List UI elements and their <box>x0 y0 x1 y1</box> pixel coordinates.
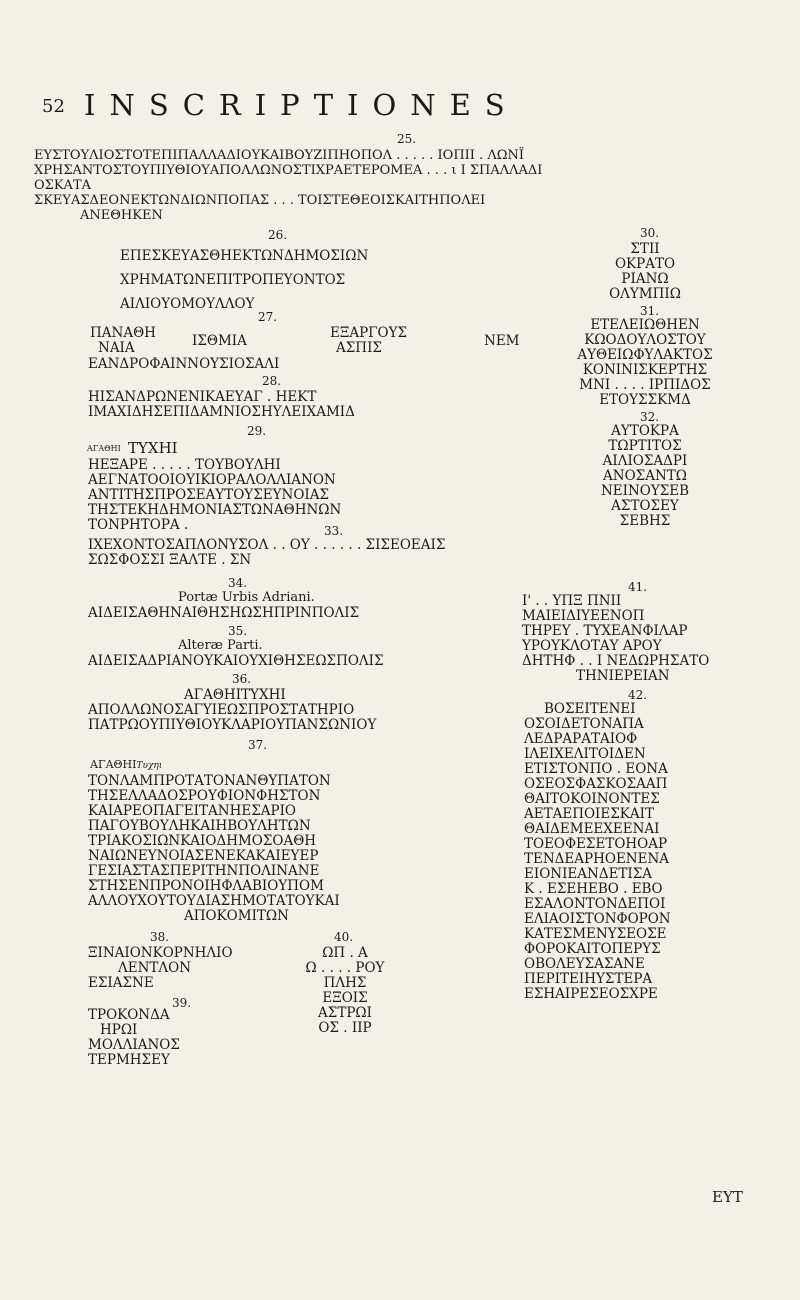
inscription-28 <box>88 390 355 420</box>
inscription-37 <box>88 774 340 924</box>
text-line: ΜΝΙ . . . . ΙΡΠΙΔΟΣ <box>579 377 711 393</box>
text-line: ΟΣΚΑΤΑ <box>34 178 92 193</box>
text-line: ΤΗΣΤΕΚΗΔΗΜΟΝΙΑΣΤΩΝΑΘΗΝΩΝ <box>88 502 342 518</box>
text-line: ΑΠΟΚΟΜΙΤΩΝ <box>184 908 289 924</box>
text-line: ΙΛΕΙΧΕΛΙΤΟΙΔΕΝ <box>524 746 646 762</box>
text-line: ΑΙΛΙΟΥΟΜΟΥΛΛΟΥ <box>120 296 255 312</box>
text-line: ΕΣΗΑΙΡΕΣΕΟΣΧΡΕ <box>524 986 658 1002</box>
text-line: ΟΣ . ΙΙΡ <box>318 1020 372 1036</box>
text-line: ΠΑΓΟΥΒΟΥΛΗΚΑΙΗΒΟΥΛΗΤΩΝ <box>88 818 311 834</box>
inscription-38 <box>88 946 233 991</box>
text-line: Ω . . . . ΡΟΥ <box>305 960 385 976</box>
inscription-42-number: 42. <box>628 688 648 702</box>
text-line: ΤΟΝΡΗΤΟΡΑ . <box>88 517 189 533</box>
inscription-41-number: 41. <box>628 580 648 594</box>
text-line: ΘΑΙΔΕΜΕΕΧΕΕΝΑΙ <box>524 821 660 837</box>
text-line: Ι' . . ΥΠΞ ΠΝΙΙ <box>522 593 622 609</box>
inscription-30 <box>560 242 730 302</box>
text-line: ΟΒΟΛΕΥΣΑΣΑΝΕ <box>524 956 645 972</box>
inscription-35-caption: Alteræ Parti. <box>178 638 263 653</box>
tag-cursive: Τυχηι <box>136 761 163 771</box>
text-line: ΕΤΕΛΕΙΩΘΗΕΝ <box>590 317 700 333</box>
text-line: ΑΣΤΟΣΕΥ <box>611 498 679 514</box>
text-line: ΚΩΟΔΟΥΛΟΣΤΟΥ <box>584 332 706 348</box>
inscription-33-number: 33. <box>324 524 344 538</box>
text-line: ΥΡΟΥΚΛΟΤΑΥ ΑΡΟΥ <box>522 638 662 654</box>
inscription-34: ΑΙΔΕΙΣΑΘΗΝΑΙΘΗΣΗΩΣΗΠΡΙΝΠΟΛΙΣ <box>88 605 360 621</box>
text-line: ΚΑΤΕΣΜΕΝΥΣΕΟΣΕ <box>524 926 667 942</box>
text-line: ΕΛΙΑΟΙΣΤΟΝΦΟΡΟΝ <box>524 911 671 927</box>
text-line: ΙΜΑΧΙΔΗΣΕΠΙΔΑΜΝΙΟΣΗΥΛΕΙΧΑΜΙΔ <box>88 404 355 420</box>
text-line: ΑΝΕΘΗΚΕΝ <box>80 208 163 223</box>
inscription-41 <box>522 594 709 684</box>
text-line: ΑΝΟΣΑΝΤΩ <box>603 468 687 484</box>
text-line: ΣΤΙΙ <box>630 241 660 257</box>
text-line: ΤΟΝΛΑΜΠΡΟΤΑΤΟΝΑΝΘΥΠΑΤΟΝ <box>88 773 331 789</box>
inscription-34-caption: Portæ Urbis Adriani. <box>178 590 315 605</box>
inscription-40 <box>270 946 420 1036</box>
text-line: ΤΗΝΙΕΡΕΙΑΝ <box>576 668 670 684</box>
page-title: INSCRIPTIONES <box>84 88 519 122</box>
inscription-25-number: 25. <box>397 132 417 146</box>
text-line: ΤΡΙΑΚΟΣΙΩΝΚΑΙΟΔΗΜΟΣΟΑΘΗ <box>88 833 317 849</box>
text-line: ΤΗΣΕΛΛΑΔΟΣΡΟΥΦΙΟΝΦΗΣΤΟΝ <box>88 788 321 804</box>
page-number: 52 <box>42 96 65 117</box>
inscription-29-tag: ΑΓΑΘΗΙ <box>87 444 121 453</box>
text-line: ΑΓΑΘΗΙΤΥΧΗΙ <box>184 687 286 703</box>
text-line: ΠΑΝΑΘΗ <box>90 325 156 341</box>
inscription-26-number: 26. <box>268 228 288 242</box>
text-line: ΕΤΟΥΣΣΚΜΔ <box>599 392 691 408</box>
inscription-27-tail: ΕΑΝΔΡΟΦΑΙΝΝΟΥΣΙΟΣΑΛΙ <box>88 356 280 372</box>
text-line: ΝΑΙΩΝΕΥΝΟΙΑΣΕΝΕΚΑΚΑΙΕΥΕΡ <box>88 848 319 864</box>
inscription-36-number: 36. <box>232 672 252 686</box>
text-line: ΑΣΠΙΣ <box>336 340 382 356</box>
text-line: ΗΙΣΑΝΔΡΩΝΕΝΙΚΑΕΥΑΓ . ΗΕΚΤ <box>88 389 317 405</box>
inscription-29 <box>88 458 341 533</box>
text-line: ΤΟΕΟΦΕΣΕΤΟΗΟΑΡ <box>524 836 668 852</box>
text-line: ΑΛΛΟΥΧΟΥΤΟΥΔΙΑΣΗΜΟΤΑΤΟΥΚΑΙ <box>88 893 340 909</box>
text-line: ΤΩΡΤΙΤΟΣ <box>608 438 682 454</box>
catchword: ΕΥΤ <box>712 1188 743 1206</box>
text-line: ΟΛΥΜΠΙΩ <box>609 286 681 302</box>
text-line: ΕΠΕΣΚΕΥΑΣΘΗΕΚΤΩΝΔΗΜΟΣΙΩΝ <box>120 248 369 264</box>
text-line: ΟΣΟΙΔΕΤΟΝΑΠΑ <box>524 716 644 732</box>
text-line: ΜΟΛΛΙΑΝΟΣ <box>88 1037 180 1053</box>
inscription-31 <box>530 318 760 408</box>
text-line: ΘΑΙΤΟΚΟΙΝΟΝΤΕΣ <box>524 791 660 807</box>
inscription-25 <box>34 148 542 223</box>
inscription-29-number: 29. <box>247 424 267 438</box>
text-line: ΙΧΕΧΟΝΤΟΣΑΠΛΟΝΥΣΟΛ . . ΟΥ . . . . . . ΣΙΣΕΟΕΑΙΣ <box>88 537 446 553</box>
text-line: ΛΕΔΡΑΡΑΤΑΙΟΦ <box>524 731 638 747</box>
text-line: ΗΡΩΙ <box>100 1022 138 1038</box>
inscription-39 <box>88 1008 180 1068</box>
text-line: ΤΡΟΚΟΝΔΑ <box>88 1007 170 1023</box>
text-line: ΕΣΑΛΟΝΤΟΝΔΕΠΟΙ <box>524 896 666 912</box>
text-line: ΚΟΝΙΝΙΣΚΕΡΤΗΣ <box>582 362 708 378</box>
inscription-27-left <box>90 326 156 356</box>
text-line: ΕΥΣΤΟΥΛΙΟΣΤΟΤΕΠΙΠΑΛΛΑΔΙΟΥΚΑΙΒΟΥΖΙΠΗΟΠΟΛ . . . . . ΙΟΠΙΙ . ΛΩΝΪ <box>34 148 525 163</box>
text-line: ΧΡΗΣΑΝΤΟΣΤΟΥΠΙΥΘΙΟΥΑΠΟΛΛΩΝΟΣΤΙΧΡΑΕΤΕΡΟΜΕΑ . . . ι Ι ΣΠΑΛΛΑΔΙ <box>34 163 543 178</box>
text-line: ΠΛΗΣ <box>323 975 367 991</box>
text-line: ΝΕΙΝΟΥΣΕΒ <box>600 483 690 499</box>
text-line: ΠΑΤΡΩΟΥΠΙΥΘΙΟΥΚΛΑΡΙΟΥΠΑΝΣΩΝΙΟΥ <box>88 717 377 733</box>
text-line: ΑΙΛΙΟΣΑΔΡΙ <box>602 453 688 469</box>
text-line: ΑΕΤΑΕΠΟΙΕΣΚΑΙΤ <box>524 806 654 822</box>
text-line: ΑΣΤΡΩΙ <box>318 1005 372 1021</box>
text-line: ΣΚΕΥΑΣΔΕΟΝΕΚΤΩΝΔΙΩΝΠΟΠΑΣ . . . ΤΟΙΣΤΕΘΕΟΙΣΚΑΙΤΗΠΟΛΕΙ <box>34 193 486 208</box>
inscription-28-number: 28. <box>262 374 282 388</box>
inscription-35-number: 35. <box>228 624 248 638</box>
text-line: ΕΞΟΙΣ <box>322 990 368 1006</box>
text-line: ΠΕΡΙΤΕΙΗΥΣΤΕΡΑ <box>524 971 653 987</box>
text-line: ΑΠΟΛΛΩΝΟΣΑΓΥΙΕΩΣΠΡΟΣΤΑΤΗΡΙΟ <box>88 702 355 718</box>
text-line: ΛΕΝΤΛΟΝ <box>118 960 192 976</box>
text-line: ΤΕΡΜΗΣΕΥ <box>88 1052 170 1068</box>
text-line: ΑΥΘΕΙΩΦΥΛΑΚΤΟΣ <box>577 347 713 363</box>
text-line: ΕΞΑΡΓΟΥΣ <box>330 325 408 341</box>
text-line: Κ . ΕΣΕΗΕΒΟ . ΕΒΟ <box>524 881 663 897</box>
text-line: ΜΑΙΕΙΔΙΥΕΕΝΟΠ <box>522 608 645 624</box>
tag-greek: ΑΓΑΘΗΙ <box>90 758 137 771</box>
text-line: ΕΙΟΝΙΕΑΝΔΕΤΙΣΑ <box>524 866 653 882</box>
text-line: ΕΤΙΣΤΟΝΠΟ . ΕΟΝΑ <box>524 761 668 777</box>
text-line: ΑΥΤΟΚΡΑ <box>611 423 679 439</box>
text-line: ΑΕΓΝΑΤΟΟΙΟΥΙΚΙΟΡΑΛΟΛΛΙΑΝΟΝ <box>88 472 336 488</box>
inscription-36 <box>88 688 376 733</box>
inscription-39-number: 39. <box>172 996 192 1010</box>
inscription-27-number: 27. <box>258 310 278 324</box>
inscription-27-side: ΝΕΜ <box>484 333 520 349</box>
text-line: ΝΑΙΑ <box>98 340 135 356</box>
text-line: ΤΕΝΔΕΑΡΗΟΕΝΕΝΑ <box>524 851 670 867</box>
text-line: ΣΩΣΦΟΣΣΙ ΞΑΛΤΕ . ΣΝ <box>88 552 252 568</box>
text-line: ΗΕΞΑΡΕ . . . . . ΤΟΥΒΟΥΛΗΙ <box>88 457 281 473</box>
inscription-37-tag <box>90 758 162 771</box>
inscription-27-right <box>330 326 407 356</box>
inscription-31-number: 31. <box>640 304 660 318</box>
inscription-32 <box>560 424 730 529</box>
inscription-32-number: 32. <box>640 410 660 424</box>
inscription-30-number: 30. <box>640 226 660 240</box>
inscription-35: ΑΙΔΕΙΣΑΔΡΙΑΝΟΥΚΑΙΟΥΧΙΘΗΣΕΩΣΠΟΛΙΣ <box>88 653 384 669</box>
text-line: ΓΕΣΙΑΣΤΑΣΠΕΡΙΤΗΝΠΟΛΙΝΑΝΕ <box>88 863 320 879</box>
text-line: ΑΝΤΙΤΗΣΠΡΟΣΕΑΥΤΟΥΣΕΥΝΟΙΑΣ <box>88 487 330 503</box>
text-line: ΔΗΤΗΦ . . Ι ΝΕΔΩΡΗΣΑΤΟ <box>522 653 710 669</box>
text-line: ΟΚΡΑΤΟ <box>614 256 676 272</box>
inscription-27-mid: ΙΣΘΜΙΑ <box>192 333 247 349</box>
text-line: ΒΟΣΕΙΤΕΝΕΙ <box>544 701 636 717</box>
text-line: ΟΣΕΟΣΦΑΣΚΟΣΑΑΠ <box>524 776 668 792</box>
text-line: ΚΑΙΑΡΕΟΠΑΓΕΙΤΑΝΗΕΣΑΡΙΟ <box>88 803 296 819</box>
text-line: ΧΡΗΜΑΤΩΝΕΠΙΤΡΟΠΕΥΟΝΤΟΣ <box>120 272 346 288</box>
inscription-37-number: 37. <box>248 738 268 752</box>
text-line: ΕΣΙΑΣΝΕ <box>88 975 154 991</box>
text-line: ΡΙΑΝΩ <box>621 271 669 287</box>
text-line: ΣΤΗΣΕΝΠΡΟΝΟΙΗΦΛΑΒΙΟΥΠΟΜ <box>88 878 324 894</box>
text-line: ΤΗΡΕΥ . ΤΥΧΕΑΝΦΙΛΑΡ <box>522 623 688 639</box>
inscription-33 <box>88 538 445 568</box>
inscription-34-number: 34. <box>228 576 248 590</box>
inscription-26 <box>120 244 368 316</box>
inscription-29-tag2: ΤΥΧΗΙ <box>128 439 178 457</box>
text-line: ΦΟΡΟΚΑΙΤΟΠΕΡΥΣ <box>524 941 661 957</box>
text-line: ΞΙΝΑΙΟΝΚΟΡΝΗΛΙΟ <box>88 945 233 961</box>
inscription-38-number: 38. <box>150 930 170 944</box>
inscription-40-number: 40. <box>334 930 354 944</box>
inscription-42 <box>524 702 671 1002</box>
text-line: ΩΠ . Α <box>322 945 368 961</box>
text-line: ΣΕΒΗΣ <box>619 513 671 529</box>
